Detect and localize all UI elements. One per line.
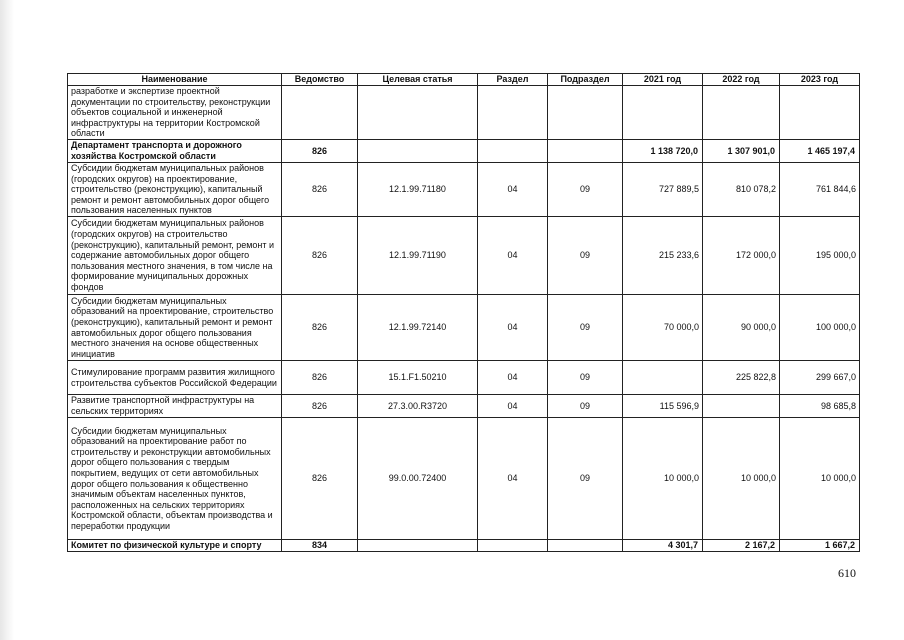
table-row bbox=[68, 140, 860, 163]
row-subsection: 09 bbox=[548, 217, 623, 295]
table-row bbox=[68, 295, 860, 361]
row-section: 04 bbox=[478, 295, 548, 361]
row-subsection bbox=[548, 86, 623, 140]
row-section: 04 bbox=[478, 217, 548, 295]
row-target-article: 99.0.00.72400 bbox=[358, 418, 478, 540]
row-2023: 98 685,8 bbox=[780, 395, 860, 418]
row-2023: 10 000,0 bbox=[780, 418, 860, 540]
row-2021: 1 138 720,0 bbox=[623, 140, 703, 163]
row-subsection: 09 bbox=[548, 163, 623, 217]
row-subsection: 09 bbox=[548, 418, 623, 540]
row-name: Департамент транспорта и дорожного хозяйства Костромской области bbox=[68, 140, 282, 163]
header-target-article: Целевая статья bbox=[358, 74, 478, 86]
row-department: 826 bbox=[282, 295, 358, 361]
row-section bbox=[478, 86, 548, 140]
header-row bbox=[68, 74, 860, 86]
row-2022 bbox=[703, 395, 780, 418]
row-section: 04 bbox=[478, 163, 548, 217]
header-department: Ведомство bbox=[282, 74, 358, 86]
row-target-article: 12.1.99.72140 bbox=[358, 295, 478, 361]
header-subsection: Подраздел bbox=[548, 74, 623, 86]
row-name: Комитет по физической культуре и спорту bbox=[68, 540, 282, 552]
header-section: Раздел bbox=[478, 74, 548, 86]
row-subsection: 09 bbox=[548, 295, 623, 361]
row-name: Субсидии бюджетам муниципальных районов (городских округов) на проектирование, строительство (реконструкцию), капитальный ремонт и ремонт автомобильных дорог общего пользования населенных пунктов bbox=[68, 163, 282, 217]
row-name: Субсидии бюджетам муниципальных образований на проектирование работ по строительству и реконструкции автомобильных дорог общего пользования с твердым покрытием, ведущих от сети автомобильных дорог общего пользования к общественно значимым объектам населенных пунктов, расположенных на сельских территориях Костромской области, объектам производства и переработки продукции bbox=[68, 418, 282, 540]
row-2022: 2 167,2 bbox=[703, 540, 780, 552]
table-row bbox=[68, 395, 860, 418]
row-2023: 761 844,6 bbox=[780, 163, 860, 217]
row-2022 bbox=[703, 86, 780, 140]
row-subsection bbox=[548, 140, 623, 163]
row-section: 04 bbox=[478, 418, 548, 540]
row-name: Субсидии бюджетам муниципальных образований на проектирование, строительство (реконструкцию), капитальный ремонт и ремонт автомобильных дорог общего пользования местного значения на основе общественных инициатив bbox=[68, 295, 282, 361]
row-name: разработке и экспертизе проектной документации по строительству, реконструкции объектов социальной и инженерной инфраструктуры на территории Костромской области bbox=[68, 86, 282, 140]
row-department: 826 bbox=[282, 395, 358, 418]
row-target-article bbox=[358, 540, 478, 552]
row-section bbox=[478, 540, 548, 552]
row-subsection: 09 bbox=[548, 395, 623, 418]
row-2023: 195 000,0 bbox=[780, 217, 860, 295]
header-name: Наименование bbox=[68, 74, 282, 86]
row-2021 bbox=[623, 361, 703, 395]
row-department: 826 bbox=[282, 418, 358, 540]
header-2023: 2023 год bbox=[780, 74, 860, 86]
header-2022: 2022 год bbox=[703, 74, 780, 86]
row-2022: 172 000,0 bbox=[703, 217, 780, 295]
row-department: 826 bbox=[282, 163, 358, 217]
row-name: Субсидии бюджетам муниципальных районов (городских округов) на строительство (реконструкцию), капитальный ремонт, ремонт и содержание автомобильных дорог общего пользования местного значения, в том числе на формирование муниципальных дорожных фондов bbox=[68, 217, 282, 295]
row-section: 04 bbox=[478, 395, 548, 418]
row-department: 826 bbox=[282, 217, 358, 295]
page-number: 610 bbox=[838, 566, 856, 580]
row-subsection: 09 bbox=[548, 361, 623, 395]
table-row bbox=[68, 86, 860, 140]
row-name: Стимулирование программ развития жилищного строительства субъектов Российской Федерации bbox=[68, 361, 282, 395]
row-2021: 115 596,9 bbox=[623, 395, 703, 418]
row-2021: 10 000,0 bbox=[623, 418, 703, 540]
row-department bbox=[282, 86, 358, 140]
row-2023: 299 667,0 bbox=[780, 361, 860, 395]
row-subsection bbox=[548, 540, 623, 552]
row-department: 826 bbox=[282, 361, 358, 395]
row-2021: 215 233,6 bbox=[623, 217, 703, 295]
row-2023: 100 000,0 bbox=[780, 295, 860, 361]
row-target-article: 12.1.99.71180 bbox=[358, 163, 478, 217]
row-target-article: 12.1.99.71190 bbox=[358, 217, 478, 295]
row-2023: 1 465 197,4 bbox=[780, 140, 860, 163]
row-target-article bbox=[358, 86, 478, 140]
row-2023: 1 667,2 bbox=[780, 540, 860, 552]
row-department: 834 bbox=[282, 540, 358, 552]
row-2021: 70 000,0 bbox=[623, 295, 703, 361]
table-row bbox=[68, 163, 860, 217]
row-name: Развитие транспортной инфраструктуры на сельских территориях bbox=[68, 395, 282, 418]
row-2021: 4 301,7 bbox=[623, 540, 703, 552]
header-2021: 2021 год bbox=[623, 74, 703, 86]
row-2022: 810 078,2 bbox=[703, 163, 780, 217]
row-section: 04 bbox=[478, 361, 548, 395]
row-section bbox=[478, 140, 548, 163]
row-2021: 727 889,5 bbox=[623, 163, 703, 217]
table-row bbox=[68, 540, 860, 552]
row-target-article: 27.3.00.R3720 bbox=[358, 395, 478, 418]
row-2022: 90 000,0 bbox=[703, 295, 780, 361]
row-2023 bbox=[780, 86, 860, 140]
budget-table bbox=[67, 73, 860, 552]
row-target-article bbox=[358, 140, 478, 163]
row-target-article: 15.1.F1.50210 bbox=[358, 361, 478, 395]
row-department: 826 bbox=[282, 140, 358, 163]
row-2022: 225 822,8 bbox=[703, 361, 780, 395]
table-row bbox=[68, 361, 860, 395]
row-2022: 10 000,0 bbox=[703, 418, 780, 540]
row-2022: 1 307 901,0 bbox=[703, 140, 780, 163]
scan-edge-shadow bbox=[0, 0, 14, 640]
table-row bbox=[68, 217, 860, 295]
table-row bbox=[68, 418, 860, 540]
row-2021 bbox=[623, 86, 703, 140]
